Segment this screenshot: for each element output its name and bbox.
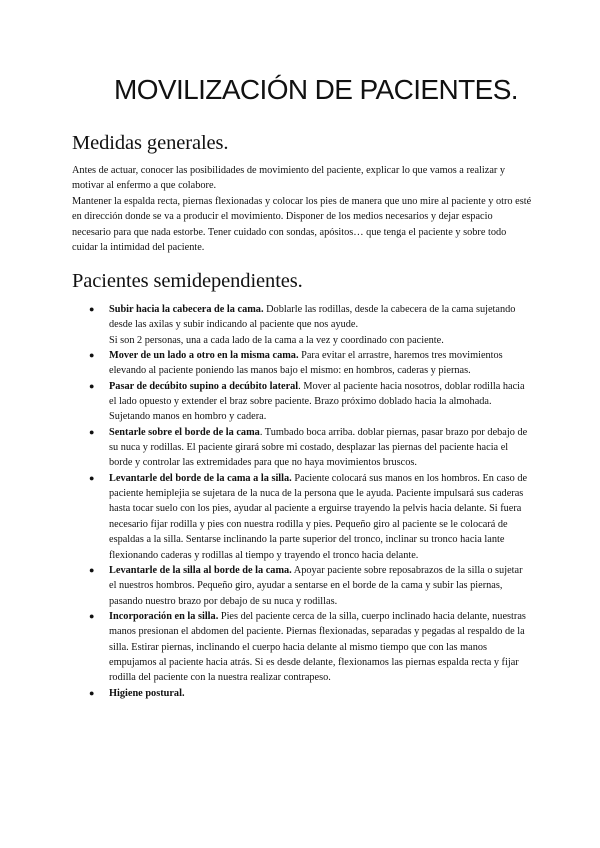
list-item — [72, 609, 532, 686]
list-item-title: Levantarle del borde de la cama a la silla. — [109, 472, 292, 484]
bullet-icon: ● — [89, 350, 95, 361]
bullet-icon: ● — [89, 564, 95, 575]
list-item-extra: Si son 2 personas, una a cada lado de la cama a la vez y coordinado con paciente. — [109, 334, 444, 346]
list-item-text — [109, 471, 532, 563]
list-item-title: Subir hacia la cabecera de la cama. — [109, 304, 264, 315]
list-item — [72, 348, 532, 379]
list-item — [72, 563, 532, 609]
list-item-text — [109, 379, 532, 425]
general-paragraph: Mantener la espalda recta, piernas flexionadas y colocar los pies de manera que uno mire al paciente y otro esté en dirección donde se va a producir el movimiento. Disponer de los medios necesarios y dejar espacio necesario para que nada estorbe. Tener cuidado con sondas, apósitos… que tenga el paciente y sobre todo cuidar la intimidad del paciente. — [72, 195, 532, 254]
list-item-title: Higiene postural. — [109, 687, 185, 699]
list-item-body: Apoyar paciente sobre reposabrazos de la silla o sujetar el nuestros hombros. Pequeño giro, ayudar a sentarse en el borde de la cama y subir las piernas, pasando nuestro brazo por debajo de su nuca y rodillas. — [109, 564, 523, 607]
list-item-text — [109, 609, 532, 686]
list-item — [72, 686, 532, 701]
list-item-title: Sentarle sobre el borde de la cama — [109, 426, 260, 438]
bullet-icon: ● — [89, 426, 95, 437]
general-paragraph: Antes de actuar, conocer las posibilidades de movimiento del paciente, explicar lo que vamos a realizar y motivar al enfermo a que colabore. — [72, 165, 506, 192]
section-heading-semidependent: Pacientes semidependientes. — [72, 270, 303, 292]
list-item-text — [109, 563, 532, 609]
list-item-text — [109, 302, 532, 333]
list-item-body: Para evitar el arrastre, haremos tres movimientos elevando al paciente poniendo las manos bajo el mismo: en hombros, caderas y piernas. — [109, 350, 503, 377]
bullet-icon: ● — [89, 610, 95, 621]
list-item-title: Levantarle de la silla al borde de la cama. — [109, 564, 292, 576]
list-item-title: Incorporación en la silla. — [109, 610, 219, 622]
list-item-title: Pasar de decúbito supino a decúbito lateral — [109, 380, 299, 392]
list-item-body: Pies del paciente cerca de la silla, cuerpo inclinado hacia delante, nuestras manos presionan el abdomen del paciente. Piernas flexionadas, separadas y pegadas al respaldo de la silla. Estirar piernas, inclinando el cuerpo hacia delante al mismo tiempo que con las manos empujamos al paciente hacia atrás. Si es desde delante, flexionamos las piernas espalda recta y fijar rodilla del paciente con la nuestra realizar contrapeso. — [109, 610, 526, 684]
list-item-body: . Mover al paciente hacia nosotros, doblar rodilla hacia el lado opuesto y extender el braz sobre paciente. Brazo próximo doblado hacia la almohada. Sujetando manos en hombro y cadera. — [109, 380, 525, 423]
list-item-text — [109, 348, 532, 379]
general-measures-text — [72, 163, 532, 255]
list-item — [72, 471, 532, 563]
bullet-icon: ● — [89, 472, 95, 483]
document-title: MOVILIZACIÓN DE PACIENTES. — [114, 74, 518, 105]
semidependent-list — [72, 302, 532, 701]
list-item — [72, 425, 532, 471]
list-item-body: . Tumbado boca arriba. doblar piernas, pasar brazo por debajo de su nuca y rodillas. El paciente girará sobre mi costado, desplazar las piernas del paciente hacia el borde y controlar las extremidades para que no haya movimientos bruscos. — [109, 426, 528, 469]
list-item — [72, 379, 532, 425]
bullet-icon: ● — [89, 687, 95, 698]
bullet-icon: ● — [89, 380, 95, 391]
list-item-body: Paciente colocará sus manos en los hombros. En caso de paciente hemiplejia se sujetara de la nuca de la persona que le ayuda. Paciente impulsará sus caderas hasta tocar suelo con los pies, ayudar al paciente a erguirse trayendo la pelvis hacia delante. Si fuera necesario fijar rodilla y pies con nuestra rodilla y pies. Pequeño giro al paciente se le colocará de espaldas a la silla. Sentarse inclinando la parte superior del tronco, inclinar su tronco hacia lante flexionando caderas y rodillas al tiempo y trayendo el tronco hacia delante. — [109, 472, 528, 561]
list-item-text — [109, 425, 532, 471]
list-item — [72, 302, 532, 348]
bullet-icon: ● — [89, 304, 95, 314]
section-heading-general: Medidas generales. — [72, 132, 229, 154]
list-item-text — [109, 686, 532, 701]
list-item-body: Doblarle las rodillas, desde la cabecera de la cama sujetando desde las axilas y subir indicando al paciente que nos ayude. — [109, 304, 516, 331]
list-item-title: Mover de un lado a otro en la misma cama. — [109, 350, 299, 362]
